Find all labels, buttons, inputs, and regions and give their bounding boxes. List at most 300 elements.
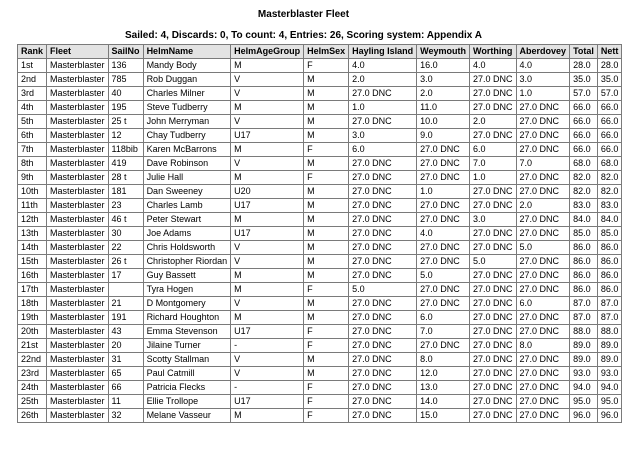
- cell-helm-age-group: V: [231, 297, 304, 311]
- cell-rank: 12th: [18, 213, 47, 227]
- cell-fleet: Masterblaster: [47, 213, 109, 227]
- cell-helm-age-group: M: [231, 143, 304, 157]
- cell-hayling-island: 27.0 DNC: [349, 409, 417, 423]
- cell-total: 66.0: [570, 143, 598, 157]
- cell-nett: 89.0: [597, 353, 622, 367]
- cell-aberdovey: 8.0: [516, 339, 570, 353]
- cell-total: 94.0: [570, 381, 598, 395]
- cell-worthing: 27.0 DNC: [470, 129, 517, 143]
- cell-sail-no: 21: [108, 297, 143, 311]
- cell-hayling-island: 27.0 DNC: [349, 171, 417, 185]
- cell-rank: 14th: [18, 241, 47, 255]
- column-header-sail-no: SailNo: [108, 45, 143, 59]
- cell-weymouth: 12.0: [417, 367, 470, 381]
- cell-weymouth: 27.0 DNC: [417, 255, 470, 269]
- cell-worthing: 5.0: [470, 255, 517, 269]
- cell-worthing: 27.0 DNC: [470, 381, 517, 395]
- column-header-rank: Rank: [18, 45, 47, 59]
- cell-helm-age-group: -: [231, 339, 304, 353]
- cell-rank: 21st: [18, 339, 47, 353]
- cell-weymouth: 6.0: [417, 311, 470, 325]
- cell-hayling-island: 6.0: [349, 143, 417, 157]
- cell-fleet: Masterblaster: [47, 227, 109, 241]
- cell-sail-no: 195: [108, 101, 143, 115]
- cell-aberdovey: 27.0 DNC: [516, 227, 570, 241]
- table-row: [18, 255, 622, 269]
- cell-helm-sex: F: [304, 395, 349, 409]
- cell-fleet: Masterblaster: [47, 367, 109, 381]
- cell-sail-no: 12: [108, 129, 143, 143]
- cell-helm-sex: F: [304, 409, 349, 423]
- table-row: [18, 381, 622, 395]
- cell-nett: 89.0: [597, 339, 622, 353]
- cell-hayling-island: 27.0 DNC: [349, 311, 417, 325]
- cell-worthing: 27.0 DNC: [470, 269, 517, 283]
- cell-hayling-island: 27.0 DNC: [349, 297, 417, 311]
- table-row: [18, 353, 622, 367]
- cell-rank: 20th: [18, 325, 47, 339]
- cell-helm-sex: F: [304, 381, 349, 395]
- cell-helm-name: Jilaine Turner: [143, 339, 231, 353]
- cell-weymouth: 11.0: [417, 101, 470, 115]
- cell-helm-name: Guy Bassett: [143, 269, 231, 283]
- cell-rank: 8th: [18, 157, 47, 171]
- cell-helm-name: Steve Tudberry: [143, 101, 231, 115]
- cell-weymouth: 14.0: [417, 395, 470, 409]
- cell-helm-name: Scotty Stallman: [143, 353, 231, 367]
- cell-sail-no: [108, 283, 143, 297]
- cell-worthing: 27.0 DNC: [470, 325, 517, 339]
- cell-weymouth: 10.0: [417, 115, 470, 129]
- cell-sail-no: 46 t: [108, 213, 143, 227]
- cell-fleet: Masterblaster: [47, 59, 109, 73]
- cell-rank: 5th: [18, 115, 47, 129]
- cell-helm-sex: M: [304, 129, 349, 143]
- cell-helm-name: Karen McBarrons: [143, 143, 231, 157]
- cell-helm-name: Paul Catmill: [143, 367, 231, 381]
- cell-hayling-island: 1.0: [349, 101, 417, 115]
- cell-rank: 11th: [18, 199, 47, 213]
- cell-aberdovey: 27.0 DNC: [516, 409, 570, 423]
- table-row: [18, 87, 622, 101]
- series-summary: Sailed: 4, Discards: 0, To count: 4, Entries: 26, Scoring system: Appendix A: [125, 30, 482, 41]
- cell-helm-name: Dave Robinson: [143, 157, 231, 171]
- cell-hayling-island: 27.0 DNC: [349, 325, 417, 339]
- table-row: [18, 157, 622, 171]
- cell-weymouth: 5.0: [417, 269, 470, 283]
- cell-worthing: 27.0 DNC: [470, 283, 517, 297]
- column-header-hayling-island: Hayling Island: [349, 45, 417, 59]
- cell-aberdovey: 27.0 DNC: [516, 367, 570, 381]
- cell-nett: 86.0: [597, 269, 622, 283]
- cell-total: 66.0: [570, 129, 598, 143]
- cell-helm-sex: F: [304, 339, 349, 353]
- cell-nett: 57.0: [597, 87, 622, 101]
- cell-nett: 84.0: [597, 213, 622, 227]
- cell-worthing: 6.0: [470, 143, 517, 157]
- cell-nett: 85.0: [597, 227, 622, 241]
- cell-worthing: 7.0: [470, 157, 517, 171]
- cell-nett: 66.0: [597, 143, 622, 157]
- cell-fleet: Masterblaster: [47, 101, 109, 115]
- cell-sail-no: 181: [108, 185, 143, 199]
- cell-helm-sex: M: [304, 227, 349, 241]
- cell-rank: 19th: [18, 311, 47, 325]
- cell-aberdovey: 5.0: [516, 241, 570, 255]
- cell-aberdovey: 27.0 DNC: [516, 255, 570, 269]
- cell-weymouth: 7.0: [417, 325, 470, 339]
- cell-hayling-island: 27.0 DNC: [349, 381, 417, 395]
- cell-fleet: Masterblaster: [47, 381, 109, 395]
- cell-aberdovey: 27.0 DNC: [516, 381, 570, 395]
- cell-weymouth: 9.0: [417, 129, 470, 143]
- cell-nett: 66.0: [597, 129, 622, 143]
- cell-helm-age-group: M: [231, 171, 304, 185]
- cell-nett: 95.0: [597, 395, 622, 409]
- cell-helm-sex: M: [304, 101, 349, 115]
- cell-nett: 94.0: [597, 381, 622, 395]
- cell-rank: 22nd: [18, 353, 47, 367]
- cell-nett: 96.0: [597, 409, 622, 423]
- cell-total: 86.0: [570, 269, 598, 283]
- cell-aberdovey: 27.0 DNC: [516, 129, 570, 143]
- cell-aberdovey: 27.0 DNC: [516, 101, 570, 115]
- cell-rank: 15th: [18, 255, 47, 269]
- cell-weymouth: 15.0: [417, 409, 470, 423]
- column-header-helm-age-group: HelmAgeGroup: [231, 45, 304, 59]
- cell-helm-sex: M: [304, 115, 349, 129]
- cell-fleet: Masterblaster: [47, 325, 109, 339]
- cell-nett: 83.0: [597, 199, 622, 213]
- cell-helm-name: Joe Adams: [143, 227, 231, 241]
- cell-worthing: 27.0 DNC: [470, 395, 517, 409]
- table-row: [18, 395, 622, 409]
- cell-total: 88.0: [570, 325, 598, 339]
- cell-rank: 4th: [18, 101, 47, 115]
- cell-total: 89.0: [570, 353, 598, 367]
- cell-helm-age-group: U17: [231, 129, 304, 143]
- cell-total: 93.0: [570, 367, 598, 381]
- cell-total: 57.0: [570, 87, 598, 101]
- cell-hayling-island: 27.0 DNC: [349, 213, 417, 227]
- cell-nett: 35.0: [597, 73, 622, 87]
- cell-rank: 3rd: [18, 87, 47, 101]
- cell-total: 85.0: [570, 227, 598, 241]
- cell-total: 96.0: [570, 409, 598, 423]
- cell-helm-age-group: V: [231, 353, 304, 367]
- cell-worthing: 3.0: [470, 213, 517, 227]
- cell-worthing: 27.0 DNC: [470, 199, 517, 213]
- cell-nett: 87.0: [597, 311, 622, 325]
- cell-sail-no: 26 t: [108, 255, 143, 269]
- cell-rank: 1st: [18, 59, 47, 73]
- cell-helm-sex: M: [304, 213, 349, 227]
- cell-helm-name: Rob Duggan: [143, 73, 231, 87]
- cell-nett: 66.0: [597, 101, 622, 115]
- cell-worthing: 27.0 DNC: [470, 367, 517, 381]
- cell-hayling-island: 27.0 DNC: [349, 255, 417, 269]
- cell-helm-name: Ellie Trollope: [143, 395, 231, 409]
- cell-weymouth: 27.0 DNC: [417, 213, 470, 227]
- cell-fleet: Masterblaster: [47, 157, 109, 171]
- cell-fleet: Masterblaster: [47, 353, 109, 367]
- cell-fleet: Masterblaster: [47, 269, 109, 283]
- cell-weymouth: 27.0 DNC: [417, 171, 470, 185]
- cell-aberdovey: 27.0 DNC: [516, 213, 570, 227]
- cell-nett: 82.0: [597, 185, 622, 199]
- cell-fleet: Masterblaster: [47, 199, 109, 213]
- cell-nett: 82.0: [597, 171, 622, 185]
- cell-nett: 86.0: [597, 283, 622, 297]
- table-row: [18, 325, 622, 339]
- cell-helm-age-group: V: [231, 255, 304, 269]
- cell-sail-no: 43: [108, 325, 143, 339]
- cell-sail-no: 28 t: [108, 171, 143, 185]
- cell-weymouth: 2.0: [417, 87, 470, 101]
- cell-rank: 17th: [18, 283, 47, 297]
- cell-hayling-island: 27.0 DNC: [349, 227, 417, 241]
- cell-helm-sex: M: [304, 73, 349, 87]
- cell-fleet: Masterblaster: [47, 297, 109, 311]
- cell-sail-no: 31: [108, 353, 143, 367]
- table-header-row: [18, 45, 622, 59]
- cell-helm-age-group: M: [231, 311, 304, 325]
- cell-aberdovey: 27.0 DNC: [516, 115, 570, 129]
- cell-nett: 88.0: [597, 325, 622, 339]
- cell-rank: 13th: [18, 227, 47, 241]
- table-row: [18, 101, 622, 115]
- cell-fleet: Masterblaster: [47, 73, 109, 87]
- cell-weymouth: 13.0: [417, 381, 470, 395]
- column-header-fleet: Fleet: [47, 45, 109, 59]
- cell-helm-age-group: V: [231, 87, 304, 101]
- table-row: [18, 311, 622, 325]
- cell-aberdovey: 27.0 DNC: [516, 269, 570, 283]
- cell-helm-name: Chris Holdsworth: [143, 241, 231, 255]
- cell-sail-no: 23: [108, 199, 143, 213]
- cell-sail-no: 785: [108, 73, 143, 87]
- table-row: [18, 241, 622, 255]
- cell-total: 83.0: [570, 199, 598, 213]
- column-header-aberdovey: Aberdovey: [516, 45, 570, 59]
- cell-aberdovey: 27.0 DNC: [516, 283, 570, 297]
- cell-helm-name: Charles Milner: [143, 87, 231, 101]
- cell-fleet: Masterblaster: [47, 283, 109, 297]
- cell-worthing: 2.0: [470, 115, 517, 129]
- cell-helm-sex: M: [304, 367, 349, 381]
- cell-total: 68.0: [570, 157, 598, 171]
- cell-worthing: 27.0 DNC: [470, 297, 517, 311]
- cell-total: 87.0: [570, 297, 598, 311]
- cell-fleet: Masterblaster: [47, 115, 109, 129]
- cell-weymouth: 27.0 DNC: [417, 157, 470, 171]
- cell-helm-name: Julie Hall: [143, 171, 231, 185]
- cell-helm-sex: M: [304, 241, 349, 255]
- column-header-total: Total: [570, 45, 598, 59]
- cell-sail-no: 11: [108, 395, 143, 409]
- cell-sail-no: 30: [108, 227, 143, 241]
- cell-weymouth: 16.0: [417, 59, 470, 73]
- cell-fleet: Masterblaster: [47, 185, 109, 199]
- cell-nett: 68.0: [597, 157, 622, 171]
- cell-aberdovey: 27.0 DNC: [516, 185, 570, 199]
- cell-total: 87.0: [570, 311, 598, 325]
- cell-weymouth: 8.0: [417, 353, 470, 367]
- cell-helm-age-group: V: [231, 73, 304, 87]
- cell-worthing: 27.0 DNC: [470, 227, 517, 241]
- cell-helm-sex: M: [304, 297, 349, 311]
- cell-worthing: 4.0: [470, 59, 517, 73]
- cell-weymouth: 1.0: [417, 185, 470, 199]
- cell-rank: 23rd: [18, 367, 47, 381]
- table-row: [18, 409, 622, 423]
- cell-hayling-island: 27.0 DNC: [349, 199, 417, 213]
- cell-helm-name: Charles Lamb: [143, 199, 231, 213]
- cell-worthing: 27.0 DNC: [470, 409, 517, 423]
- cell-helm-sex: M: [304, 311, 349, 325]
- cell-sail-no: 17: [108, 269, 143, 283]
- cell-fleet: Masterblaster: [47, 171, 109, 185]
- cell-sail-no: 419: [108, 157, 143, 171]
- cell-weymouth: 4.0: [417, 227, 470, 241]
- cell-sail-no: 118bib: [108, 143, 143, 157]
- table-row: [18, 367, 622, 381]
- cell-helm-age-group: -: [231, 381, 304, 395]
- cell-total: 95.0: [570, 395, 598, 409]
- cell-fleet: Masterblaster: [47, 255, 109, 269]
- table-row: [18, 199, 622, 213]
- cell-rank: 26th: [18, 409, 47, 423]
- cell-helm-name: Patricia Flecks: [143, 381, 231, 395]
- cell-helm-sex: F: [304, 325, 349, 339]
- cell-helm-sex: M: [304, 255, 349, 269]
- cell-hayling-island: 4.0: [349, 59, 417, 73]
- cell-worthing: 27.0 DNC: [470, 339, 517, 353]
- page-title: Masterblaster Fleet: [257, 9, 350, 20]
- cell-hayling-island: 27.0 DNC: [349, 157, 417, 171]
- table-row: [18, 269, 622, 283]
- cell-nett: 86.0: [597, 255, 622, 269]
- cell-helm-age-group: V: [231, 157, 304, 171]
- cell-helm-sex: M: [304, 199, 349, 213]
- cell-weymouth: 27.0 DNC: [417, 339, 470, 353]
- cell-rank: 16th: [18, 269, 47, 283]
- cell-hayling-island: 3.0: [349, 129, 417, 143]
- cell-helm-name: Richard Houghton: [143, 311, 231, 325]
- table-row: [18, 213, 622, 227]
- cell-hayling-island: 2.0: [349, 73, 417, 87]
- cell-worthing: 27.0 DNC: [470, 311, 517, 325]
- cell-weymouth: 27.0 DNC: [417, 241, 470, 255]
- cell-worthing: 27.0 DNC: [470, 73, 517, 87]
- cell-helm-name: Tyra Hogen: [143, 283, 231, 297]
- cell-helm-age-group: U17: [231, 199, 304, 213]
- cell-helm-age-group: M: [231, 409, 304, 423]
- cell-rank: 2nd: [18, 73, 47, 87]
- column-header-helm-name: HelmName: [143, 45, 231, 59]
- cell-helm-age-group: M: [231, 101, 304, 115]
- cell-aberdovey: 27.0 DNC: [516, 311, 570, 325]
- cell-helm-name: Dan Sweeney: [143, 185, 231, 199]
- cell-sail-no: 191: [108, 311, 143, 325]
- cell-helm-sex: M: [304, 185, 349, 199]
- cell-nett: 87.0: [597, 297, 622, 311]
- cell-helm-name: Melane Vasseur: [143, 409, 231, 423]
- cell-sail-no: 40: [108, 87, 143, 101]
- table-row: [18, 227, 622, 241]
- table-row: [18, 283, 622, 297]
- cell-hayling-island: 27.0 DNC: [349, 115, 417, 129]
- cell-aberdovey: 6.0: [516, 297, 570, 311]
- cell-helm-age-group: V: [231, 115, 304, 129]
- cell-rank: 9th: [18, 171, 47, 185]
- cell-weymouth: 3.0: [417, 73, 470, 87]
- cell-weymouth: 27.0 DNC: [417, 297, 470, 311]
- cell-worthing: 27.0 DNC: [470, 185, 517, 199]
- cell-weymouth: 27.0 DNC: [417, 143, 470, 157]
- table-row: [18, 143, 622, 157]
- cell-helm-sex: M: [304, 353, 349, 367]
- cell-helm-sex: M: [304, 87, 349, 101]
- table-row: [18, 185, 622, 199]
- cell-fleet: Masterblaster: [47, 339, 109, 353]
- cell-fleet: Masterblaster: [47, 87, 109, 101]
- table-row: [18, 59, 622, 73]
- cell-helm-age-group: U17: [231, 325, 304, 339]
- cell-helm-name: Mandy Body: [143, 59, 231, 73]
- cell-hayling-island: 27.0 DNC: [349, 353, 417, 367]
- cell-total: 66.0: [570, 101, 598, 115]
- cell-aberdovey: 2.0: [516, 199, 570, 213]
- cell-helm-name: Emma Stevenson: [143, 325, 231, 339]
- cell-helm-name: D Montgomery: [143, 297, 231, 311]
- cell-hayling-island: 5.0: [349, 283, 417, 297]
- cell-nett: 86.0: [597, 241, 622, 255]
- cell-helm-age-group: M: [231, 213, 304, 227]
- cell-aberdovey: 27.0 DNC: [516, 395, 570, 409]
- cell-sail-no: 136: [108, 59, 143, 73]
- cell-aberdovey: 3.0: [516, 73, 570, 87]
- cell-aberdovey: 27.0 DNC: [516, 143, 570, 157]
- cell-rank: 18th: [18, 297, 47, 311]
- cell-sail-no: 32: [108, 409, 143, 423]
- cell-fleet: Masterblaster: [47, 129, 109, 143]
- cell-hayling-island: 27.0 DNC: [349, 395, 417, 409]
- cell-helm-name: Christopher Riordan: [143, 255, 231, 269]
- cell-nett: 93.0: [597, 367, 622, 381]
- cell-total: 86.0: [570, 283, 598, 297]
- cell-aberdovey: 27.0 DNC: [516, 325, 570, 339]
- column-header-worthing: Worthing: [470, 45, 517, 59]
- cell-nett: 28.0: [597, 59, 622, 73]
- cell-helm-age-group: V: [231, 241, 304, 255]
- cell-fleet: Masterblaster: [47, 311, 109, 325]
- cell-sail-no: 65: [108, 367, 143, 381]
- cell-rank: 6th: [18, 129, 47, 143]
- table-row: [18, 171, 622, 185]
- cell-helm-age-group: U17: [231, 395, 304, 409]
- cell-total: 82.0: [570, 171, 598, 185]
- column-header-helm-sex: HelmSex: [304, 45, 349, 59]
- cell-sail-no: 66: [108, 381, 143, 395]
- cell-helm-age-group: U17: [231, 227, 304, 241]
- table-row: [18, 339, 622, 353]
- cell-rank: 7th: [18, 143, 47, 157]
- cell-helm-name: Chay Tudberry: [143, 129, 231, 143]
- table-row: [18, 129, 622, 143]
- cell-total: 86.0: [570, 241, 598, 255]
- cell-helm-sex: M: [304, 269, 349, 283]
